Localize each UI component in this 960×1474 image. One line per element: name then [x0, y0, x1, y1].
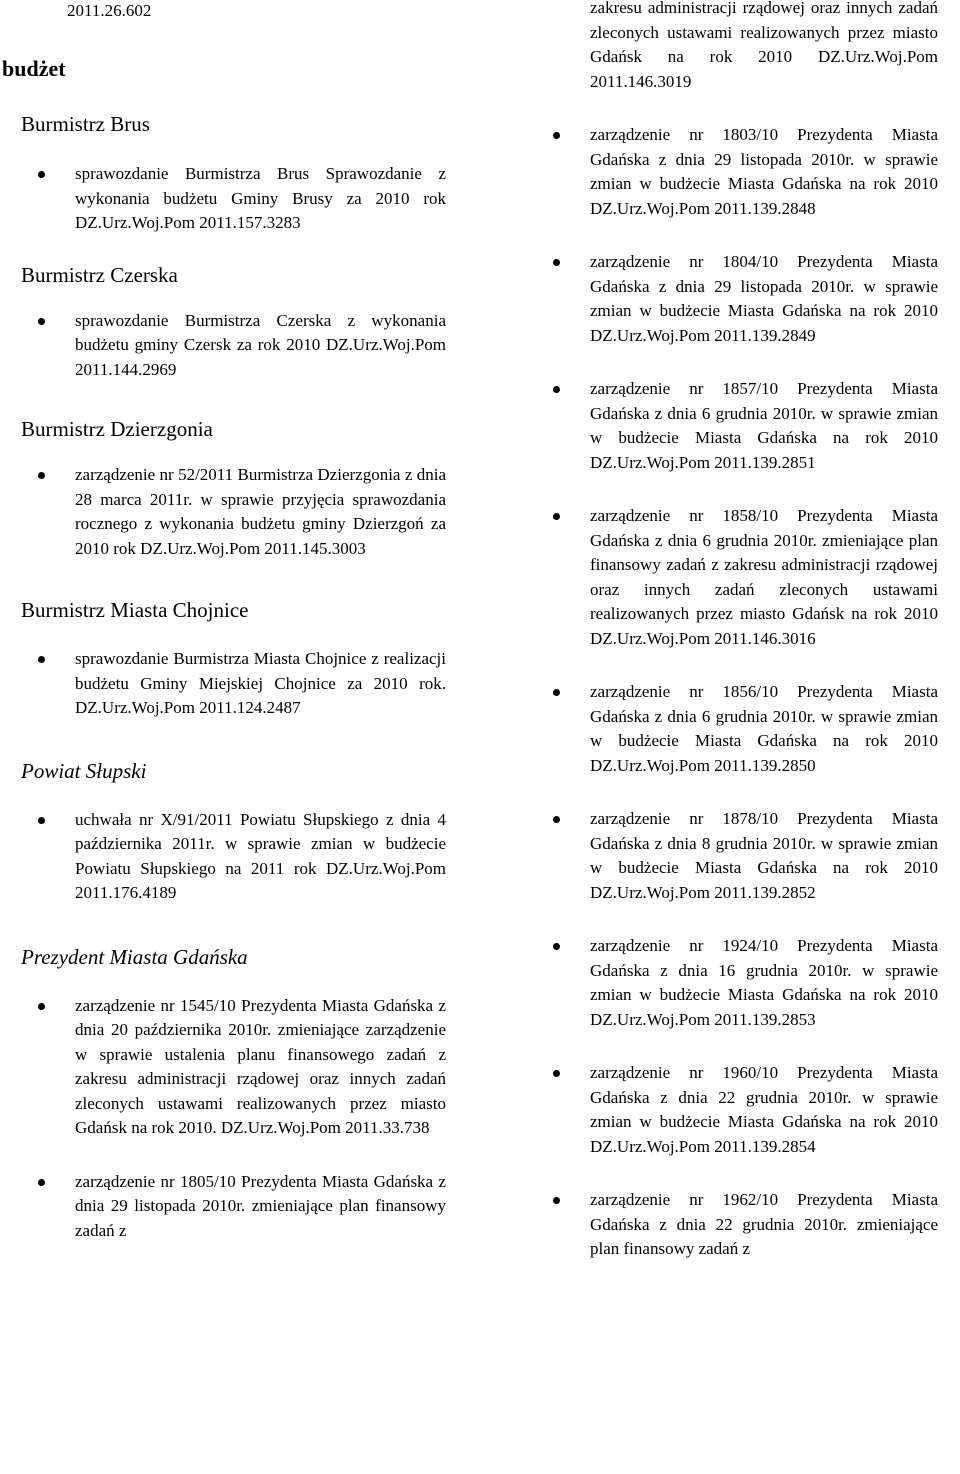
- entry-text: zarządzenie nr 1858/10 Prezydenta Miasta Gdańska z dnia 6 grudnia 2010r. zmieniające plan finansowy zadań z zakresu administracji rządowej oraz innych zadań zleconych ustawami realizowanych przez miasto Gdańsk na rok 2010 DZ.Urz.Woj.Pom 2011.146.3016: [590, 506, 938, 648]
- entry-text: zarządzenie nr 1878/10 Prezydenta Miasta Gdańska z dnia 8 grudnia 2010r. w sprawie zmian w budżecie Miasta Gdańska na rok 2010 DZ.Urz.Woj.Pom 2011.139.2852: [590, 809, 938, 902]
- bullet-icon: [38, 318, 45, 325]
- section-heading: Powiat Słupski: [21, 758, 147, 783]
- bullet-icon: [38, 817, 45, 824]
- bullet-icon: [38, 472, 45, 479]
- list-item: [75, 994, 446, 1141]
- left-column: [0, 0, 480, 1243]
- bullet-icon: [553, 259, 560, 266]
- entry-text: sprawozdanie Burmistrza Brus Sprawozdanie z wykonania budżetu Gminy Brusy za 2010 rok DZ.Urz.Woj.Pom 2011.157.3283: [75, 164, 446, 232]
- list-item: [590, 377, 938, 475]
- bullet-icon: [553, 1197, 560, 1204]
- entry-text: sprawozdanie Burmistrza Czerska z wykonania budżetu gminy Czersk za rok 2010 DZ.Urz.Woj.Pom 2011.144.2969: [75, 310, 446, 379]
- entry-text: zarządzenie nr 1924/10 Prezydenta Miasta Gdańska z dnia 16 grudnia 2010r. w sprawie zmian w budżecie Miasta Gdańska na rok 2010 DZ.Urz.Woj.Pom 2011.139.2853: [590, 936, 938, 1029]
- entry-text: zarządzenie nr 52/2011 Burmistrza Dzierzgonia z dnia 28 marca 2011r. w sprawie przyjęcia sprawozdania rocznego z wykonania budżetu gminy Dzierzgoń za 2010 rok DZ.Urz.Woj.Pom 2011.145.3003: [75, 465, 446, 558]
- section-heading: Prezydent Miasta Gdańska: [21, 944, 248, 969]
- bullet-icon: [553, 689, 560, 696]
- right-column: [482, 0, 960, 1262]
- section-powiat-slupski: [0, 758, 480, 906]
- entry-text: zarządzenie nr 1857/10 Prezydenta Miasta Gdańska z dnia 6 grudnia 2010r. w sprawie zmian w budżecie Miasta Gdańska na rok 2010 DZ.Urz.Woj.Pom 2011.139.2851: [590, 379, 938, 472]
- list-item: [75, 309, 446, 383]
- bullet-icon: [38, 171, 45, 178]
- list-item: [75, 647, 446, 721]
- bullet-icon: [38, 1179, 45, 1186]
- list-item: [590, 123, 938, 221]
- entry-text: zarządzenie nr 1960/10 Prezydenta Miasta Gdańska z dnia 22 grudnia 2010r. w sprawie zmian w budżecie Miasta Gdańska na rok 2010 DZ.Urz.Woj.Pom 2011.139.2854: [590, 1063, 938, 1156]
- continued-entry-text: zakresu administracji rządowej oraz innych zadań zleconych ustawami realizowanych przez miasto Gdańsk na rok 2010 DZ.Urz.Woj.Pom 2011.146.3019: [590, 0, 938, 91]
- section-dzierzgonia: [0, 416, 480, 561]
- list-item: [75, 162, 446, 236]
- section-heading: Burmistrz Brus: [21, 112, 150, 136]
- entry-text: zarządzenie nr 1803/10 Prezydenta Miasta Gdańska z dnia 29 listopada 2010r. w sprawie zmian w budżecie Miasta Gdańska na rok 2010 DZ.Urz.Woj.Pom 2011.139.2848: [590, 125, 938, 218]
- list-item: [590, 807, 938, 905]
- list-item: [75, 1170, 446, 1244]
- list-item: [75, 808, 446, 906]
- entry-text: zarządzenie nr 1545/10 Prezydenta Miasta Gdańska z dnia 20 października 2010r. zmieniające zarządzenie w sprawie ustalenia planu finansowego zadań z zakresu administracji rządowej oraz innych zadań zleconych ustawami realizowanych przez miasto Gdańsk na rok 2010. DZ.Urz.Woj.Pom 2011.33.738: [75, 995, 446, 1137]
- bullet-icon: [553, 513, 560, 520]
- section-czerska: [0, 262, 480, 383]
- section-brus: [0, 111, 480, 236]
- bullet-icon: [553, 943, 560, 950]
- section-heading: Burmistrz Miasta Chojnice: [21, 598, 249, 622]
- section-prezydent-gdansk: [0, 944, 480, 1244]
- list-item: [590, 250, 938, 348]
- entry-text: uchwała nr X/91/2011 Powiatu Słupskiego z dnia 4 października 2011r. w sprawie zmian w budżecie Powiatu Słupskiego na 2011 rok DZ.Urz.Woj.Pom 2011.176.4189: [75, 809, 446, 902]
- list-item: [590, 504, 938, 651]
- list-item: [590, 934, 938, 1032]
- list-item: [590, 1188, 938, 1262]
- top-reference: 2011.26.602: [67, 1, 152, 20]
- bullet-icon: [553, 386, 560, 393]
- bullet-icon: [553, 132, 560, 139]
- bullet-icon: [553, 816, 560, 823]
- list-item: [590, 1061, 938, 1159]
- bullet-icon: [38, 1003, 45, 1010]
- list-item: [75, 463, 446, 561]
- list-item: [590, 680, 938, 778]
- section-heading: Burmistrz Dzierzgonia: [21, 417, 213, 441]
- entry-text: zarządzenie nr 1804/10 Prezydenta Miasta Gdańska z dnia 29 listopada 2010r. w sprawie zmian w budżecie Miasta Gdańska na rok 2010 DZ.Urz.Woj.Pom 2011.139.2849: [590, 252, 938, 345]
- bullet-icon: [38, 656, 45, 663]
- entry-text: zarządzenie nr 1805/10 Prezydenta Miasta Gdańska z dnia 29 listopada 2010r. zmieniające plan finansowy zadań z: [75, 1171, 446, 1240]
- bullet-icon: [553, 1070, 560, 1077]
- entry-text: zarządzenie nr 1856/10 Prezydenta Miasta Gdańska z dnia 6 grudnia 2010r. w sprawie zmian w budżecie Miasta Gdańska na rok 2010 DZ.Urz.Woj.Pom 2011.139.2850: [590, 682, 938, 775]
- section-chojnice: [0, 597, 480, 721]
- entry-text: zarządzenie nr 1962/10 Prezydenta Miasta Gdańska z dnia 22 grudnia 2010r. zmieniające plan finansowy zadań z: [590, 1190, 938, 1258]
- entry-text: sprawozdanie Burmistrza Miasta Chojnice z realizacji budżetu Gminy Miejskiej Chojnice za 2010 rok. DZ.Urz.Woj.Pom 2011.124.2487: [75, 649, 446, 717]
- page-title: budżet: [2, 56, 66, 81]
- section-heading: Burmistrz Czerska: [21, 262, 178, 287]
